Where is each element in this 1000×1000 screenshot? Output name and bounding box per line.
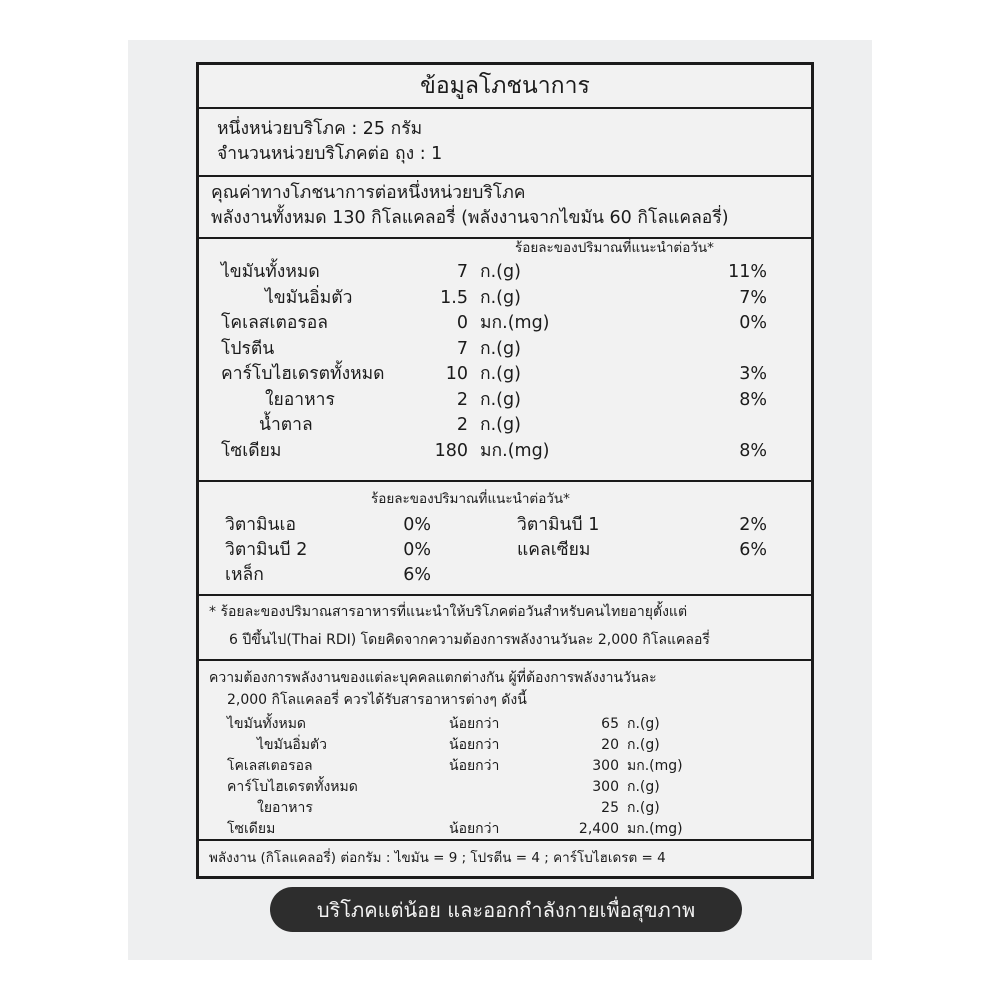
vitamin-dv: 6%	[739, 540, 767, 560]
requirement-name: ไขมันทั้งหมด	[227, 716, 307, 732]
serving-size: หนึ่งหน่วยบริโภค : 25 กรัม	[217, 119, 423, 139]
nutrient-unit: มก.(mg)	[480, 313, 550, 333]
footnote-line-1: * ร้อยละของปริมาณสารอาหารที่แนะนำให้บริโภคต่อวันสำหรับคนไทยอายุตั้งแต่	[209, 604, 688, 620]
nutrient-name: โซเดียม	[221, 440, 282, 461]
energy-total: พลังงานทั้งหมด 130 กิโลแคลอรี่ (พลังงานจากไขมัน 60 กิโลแคลอรี่)	[211, 208, 729, 228]
nutrient-amount: 7	[456, 262, 468, 282]
requirement-name: โซเดียม	[227, 821, 276, 837]
nutrient-dv: 11%	[728, 262, 767, 282]
nutrient-dv: 7%	[739, 287, 767, 308]
nutrient-dv: 8%	[739, 389, 767, 410]
vitamin-name: วิตามินบี 1	[517, 515, 600, 535]
nutrient-unit: ก.(g)	[480, 338, 521, 359]
requirement-name: คาร์โบไฮเดรตทั้งหมด	[227, 779, 358, 795]
requirement-qualifier: น้อยกว่า	[449, 758, 500, 774]
divider	[199, 839, 811, 841]
nutrient-name: น้ำตาล	[259, 415, 313, 435]
nutrient-name: ใยอาหาร	[265, 389, 335, 410]
requirement-amount: 300	[592, 779, 619, 795]
vitamin-name: เหล็ก	[225, 565, 264, 585]
dv-header: ร้อยละของปริมาณที่แนะนำต่อวัน*	[515, 240, 714, 256]
requirement-name: โคเลสเตอรอล	[227, 758, 313, 774]
label-title: ข้อมูลโภชนาการ	[420, 73, 590, 99]
requirement-unit: มก.(mg)	[627, 821, 683, 837]
requirement-amount: 300	[592, 758, 619, 774]
nutrient-name: ไขมันอิ่มตัว	[265, 287, 353, 308]
servings-per-pack: จำนวนหน่วยบริโภคต่อ ถุง : 1	[217, 144, 443, 164]
nutrient-name: โคเลสเตอรอล	[221, 313, 328, 333]
requirement-unit: ก.(g)	[627, 779, 660, 795]
energy-per-gram: พลังงาน (กิโลแคลอรี่) ต่อกรัม : ไขมัน = 9 ; โปรตีน = 4 ; คาร์โบไฮเดรต = 4	[209, 850, 666, 866]
requirement-unit: ก.(g)	[627, 800, 660, 816]
vitamin-dv: 2%	[739, 515, 767, 535]
nutrition-facts-panel	[196, 62, 814, 879]
requirement-amount: 20	[601, 737, 619, 753]
nutrient-unit: ก.(g)	[480, 262, 521, 282]
divider	[199, 175, 811, 177]
vitamin-dv: 0%	[403, 515, 431, 535]
divider	[199, 237, 811, 239]
nutrient-dv: 3%	[739, 364, 767, 384]
vitamin-dv: 6%	[403, 565, 431, 585]
nutrient-unit: ก.(g)	[480, 287, 521, 308]
requirement-unit: ก.(g)	[627, 716, 660, 732]
divider	[199, 594, 811, 596]
vitamin-dv-header: ร้อยละของปริมาณที่แนะนำต่อวัน*	[371, 491, 570, 507]
energy-heading: คุณค่าทางโภชนาการต่อหนึ่งหน่วยบริโภค	[211, 183, 526, 203]
vitamin-name: วิตามินเอ	[225, 515, 297, 535]
divider	[199, 107, 811, 109]
nutrient-amount: 2	[456, 415, 468, 435]
nutrient-amount: 7	[456, 338, 468, 359]
nutrient-unit: ก.(g)	[480, 364, 521, 384]
nutrient-name: โปรตีน	[221, 338, 275, 359]
nutrient-name: คาร์โบไฮเดรตทั้งหมด	[221, 364, 385, 384]
health-slogan: บริโภคแต่น้อย และออกกำลังกายเพื่อสุขภาพ	[270, 887, 742, 932]
nutrient-dv: 8%	[739, 440, 767, 461]
requirement-amount: 2,400	[578, 821, 619, 837]
requirement-unit: มก.(mg)	[627, 758, 683, 774]
vitamin-name: แคลเซียม	[517, 540, 591, 560]
nutrient-amount: 1.5	[440, 287, 468, 308]
nutrient-unit: ก.(g)	[480, 389, 521, 410]
divider	[199, 480, 811, 482]
requirement-amount: 65	[601, 716, 619, 732]
nutrient-amount: 2	[456, 389, 468, 410]
vitamin-dv: 0%	[403, 540, 431, 560]
requirement-unit: ก.(g)	[627, 737, 660, 753]
nutrient-dv: 0%	[739, 313, 767, 333]
nutrient-amount: 10	[445, 364, 468, 384]
vitamin-name: วิตามินบี 2	[225, 540, 308, 560]
requirement-qualifier: น้อยกว่า	[449, 821, 500, 837]
nutrient-unit: มก.(mg)	[480, 440, 550, 461]
divider	[199, 659, 811, 661]
requirement-qualifier: น้อยกว่า	[449, 716, 500, 732]
requirement-qualifier: น้อยกว่า	[449, 737, 500, 753]
nutrient-amount: 180	[434, 440, 468, 461]
requirements-line-2: 2,000 กิโลแคลอรี่ ควรได้รับสารอาหารต่างๆ ดังนี้	[227, 692, 527, 708]
nutrient-unit: ก.(g)	[480, 415, 521, 435]
footnote-line-2: 6 ปีขึ้นไป(Thai RDI) โดยคิดจากความต้องการพลังงานวันละ 2,000 กิโลแคลอรี่	[229, 632, 710, 648]
requirement-name: ไขมันอิ่มตัว	[257, 737, 327, 753]
requirement-amount: 25	[601, 800, 619, 816]
nutrient-amount: 0	[456, 313, 468, 333]
requirements-line-1: ความต้องการพลังงานของแต่ละบุคคลแตกต่างกัน ผู้ที่ต้องการพลังงานวันละ	[209, 670, 657, 686]
requirement-name: ใยอาหาร	[257, 800, 313, 816]
nutrient-name: ไขมันทั้งหมด	[221, 262, 320, 282]
